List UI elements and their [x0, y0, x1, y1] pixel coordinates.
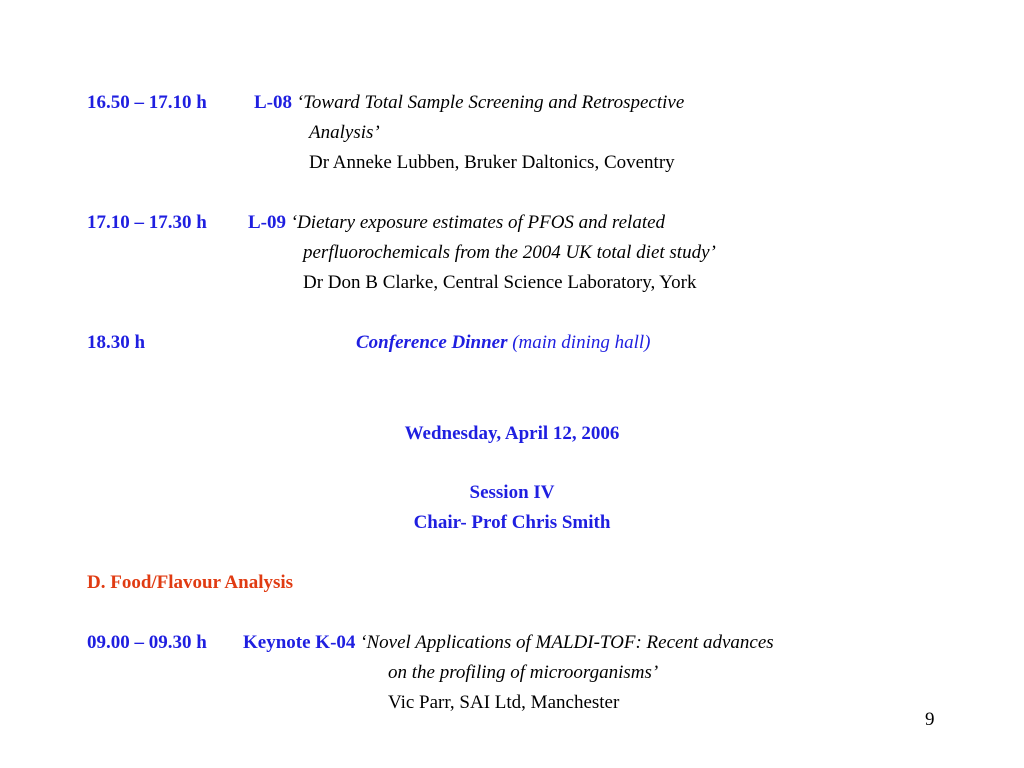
section-heading: D. Food/Flavour Analysis	[87, 572, 294, 593]
talk-l09-code-title	[248, 208, 665, 238]
day-heading: Wednesday, April 12, 2006	[404, 423, 620, 444]
talk-l09-time: 17.10 – 17.30 h	[87, 212, 207, 233]
talk-l08-code-title	[254, 88, 684, 118]
talk-l08-code: L-08	[254, 92, 292, 113]
keynote-k04-code-title	[243, 628, 774, 658]
session-chair: Chair- Prof Chris Smith	[413, 512, 611, 533]
talk-l08-title-line1: ‘Toward Total Sample Screening and Retrospective	[296, 92, 685, 113]
talk-l09-header	[87, 208, 207, 238]
keynote-k04-header	[87, 628, 207, 658]
keynote-k04-title-line1: ‘Novel Applications of MALDI-TOF: Recent advances	[360, 632, 774, 653]
session-name: Session IV	[469, 482, 555, 503]
keynote-k04-time: 09.00 – 09.30 h	[87, 632, 207, 653]
talk-l09-title-line1: ‘Dietary exposure estimates of PFOS and related	[290, 212, 666, 233]
talk-l08-speaker: Dr Anneke Lubben, Bruker Daltonics, Coventry	[309, 152, 675, 173]
dinner-location: (main dining hall)	[512, 332, 651, 353]
talk-l08-title-line2: Analysis’	[309, 122, 380, 143]
keynote-k04-speaker: Vic Parr, SAI Ltd, Manchester	[388, 692, 620, 713]
page-number: 9	[925, 709, 935, 730]
dinner-time: 18.30 h	[87, 332, 146, 353]
dinner-title: Conference Dinner	[356, 332, 508, 353]
talk-l09-speaker: Dr Don B Clarke, Central Science Laboratory, York	[303, 272, 697, 293]
talk-l08-header	[87, 88, 207, 118]
dinner-entry	[356, 328, 651, 358]
talk-l09-title-line2: perfluorochemicals from the 2004 UK total diet study’	[303, 242, 716, 263]
keynote-k04-title-line2: on the profiling of microorganisms’	[388, 662, 659, 683]
talk-l08-time: 16.50 – 17.10 h	[87, 92, 207, 113]
keynote-k04-code: Keynote K-04	[243, 632, 356, 653]
talk-l09-code: L-09	[248, 212, 286, 233]
